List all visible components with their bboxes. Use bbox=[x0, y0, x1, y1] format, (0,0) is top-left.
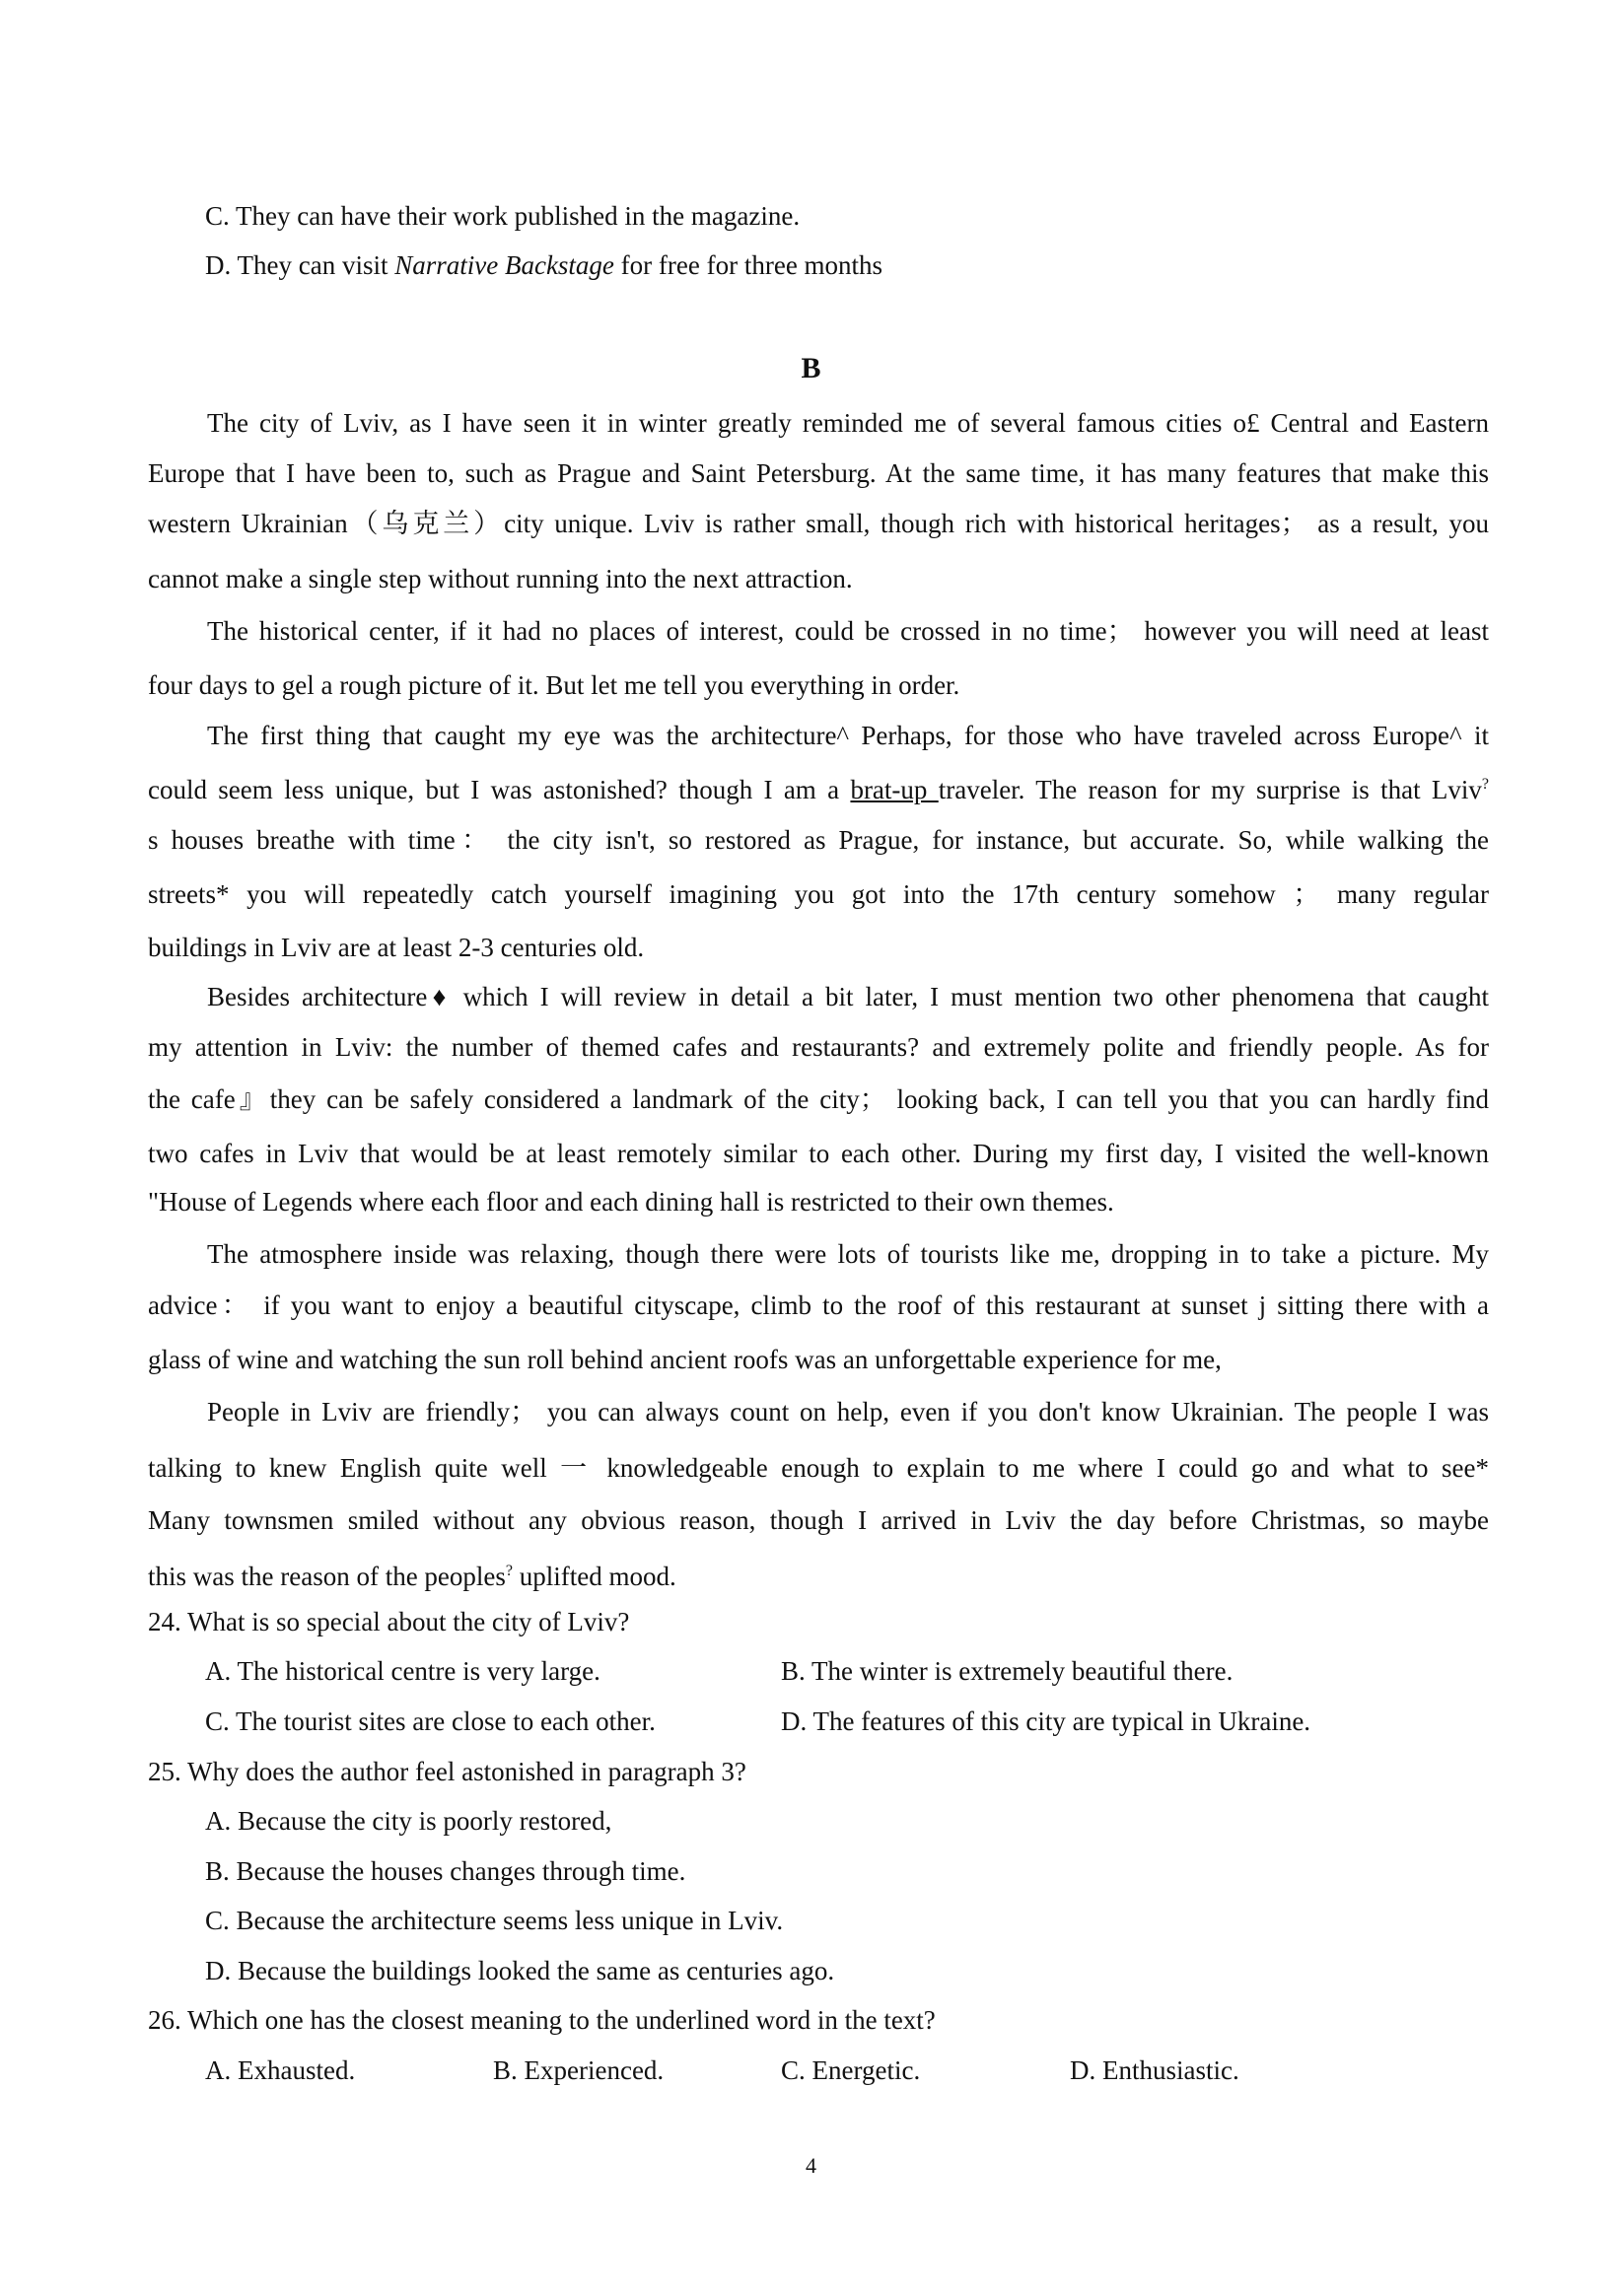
option-d-prev bbox=[205, 248, 882, 282]
passage-line: People in Lviv are friendly； you can always count on help, even if you don't know Ukrainian. The people I was bbox=[207, 1397, 1489, 1426]
answer-option: D. Enthusiastic. bbox=[1070, 2055, 1239, 2085]
answer-option: C. The tourist sites are close to each other. bbox=[205, 1706, 656, 1736]
passage-line: my attention in Lviv: the number of themed cafes and restaurants? and extremely polite and friendly people. As for bbox=[148, 1032, 1489, 1062]
question-stem: 26. Which one has the closest meaning to the underlined word in the text? bbox=[148, 2005, 936, 2035]
answer-option: A. Because the city is poorly restored, bbox=[205, 1806, 612, 1836]
option-d-prefix: D. They can visit bbox=[205, 250, 395, 280]
passage-text: this was the reason of the peoples bbox=[148, 1562, 506, 1591]
question-stem: 24. What is so special about the city of Lviv? bbox=[148, 1607, 630, 1636]
passage-line: advice： if you want to enjoy a beautiful cityscape, climb to the roof of this restaurant at sunset j sitting there with a bbox=[148, 1290, 1489, 1320]
passage-line: two cafes in Lviv that would be at least remotely similar to each other. During my first day, I visited the well-known bbox=[148, 1139, 1489, 1168]
passage-line: glass of wine and watching the sun roll behind ancient roofs was an unforgettable experience for me, bbox=[148, 1345, 1222, 1374]
passage-line bbox=[148, 768, 1489, 806]
passage-text: uplifted mood. bbox=[513, 1562, 676, 1591]
passage-line: The first thing that caught my eye was the architecture^ Perhaps, for those who have traveled across Europe^ it bbox=[207, 721, 1489, 750]
page-number: 4 bbox=[806, 2153, 816, 2178]
passage-line: western Ukrainian（乌克兰）city unique. Lviv is rather small, though rich with historical heritages； as a result, you bbox=[148, 509, 1489, 538]
passage-line: "House of Legends where each floor and each dining hall is restricted to their own themes. bbox=[148, 1187, 1114, 1217]
answer-option: D. Because the buildings looked the same as centuries ago. bbox=[205, 1956, 835, 1985]
answer-option: B. The winter is extremely beautiful there. bbox=[781, 1656, 1234, 1686]
passage-line: Europe that I have been to, such as Prague and Saint Petersburg. At the same time, it has many features that make this bbox=[148, 458, 1489, 488]
option-c-prev: C. They can have their work published in the magazine. bbox=[205, 201, 801, 231]
answer-option: C. Energetic. bbox=[781, 2055, 921, 2085]
passage-line: four days to gel a rough picture of it. But let me tell you everything in order. bbox=[148, 670, 960, 700]
passage-line: the cafe』they can be safely considered a landmark of the city； looking back, I can tell you that you can hardly find bbox=[148, 1084, 1489, 1114]
passage-text: could seem less unique, but I was astonished? though I am a bbox=[148, 775, 851, 804]
superscript-mark: ? bbox=[505, 1563, 514, 1579]
passage-line: The city of Lviv, as I have seen it in winter greatly reminded me of several famous cities o£ Central and Eastern bbox=[207, 408, 1489, 438]
superscript-mark: ? bbox=[1481, 776, 1489, 793]
passage-line: talking to knew English quite well 一 knowledgeable enough to explain to me where I could go and what to see* bbox=[148, 1453, 1489, 1483]
passage-line: cannot make a single step without running into the next attraction. bbox=[148, 564, 853, 593]
passage-text: traveler. The reason for my surprise is that Lviv bbox=[938, 775, 1482, 804]
passage-line: The historical center, if it had no places of interest, could be crossed in no time； however you will need at least bbox=[207, 616, 1489, 646]
passage-line: The atmosphere inside was relaxing, though there were lots of tourists like me, dropping in to take a picture. My bbox=[207, 1239, 1489, 1269]
option-d-suffix: for free for three months bbox=[613, 250, 883, 280]
answer-option: D. The features of this city are typical in Ukraine. bbox=[781, 1706, 1311, 1736]
passage-line: buildings in Lviv are at least 2-3 centuries old. bbox=[148, 933, 645, 962]
answer-option: A. The historical centre is very large. bbox=[205, 1656, 600, 1686]
section-heading: B bbox=[801, 352, 821, 384]
magazine-title: Narrative Backstage bbox=[394, 250, 614, 280]
passage-line: Besides architecture♦ which I will review in detail a bit later, I must mention two other phenomena that caught bbox=[207, 982, 1489, 1011]
answer-option: A. Exhausted. bbox=[205, 2055, 356, 2085]
passage-line bbox=[148, 1555, 676, 1593]
answer-option: B. Experienced. bbox=[493, 2055, 665, 2085]
underlined-word: brat-up bbox=[850, 775, 939, 804]
passage-line: s houses breathe with time： the city isn't, so restored as Prague, for instance, but accurate. So, while walking the bbox=[148, 825, 1489, 855]
passage-line: Many townsmen smiled without any obvious reason, though I arrived in Lviv the day before Christmas, so maybe bbox=[148, 1505, 1489, 1535]
passage-line: streets* you will repeatedly catch yourself imagining you got into the 17th century somehow ； many regular bbox=[148, 879, 1489, 909]
answer-option: B. Because the houses changes through time. bbox=[205, 1856, 686, 1886]
answer-option: C. Because the architecture seems less unique in Lviv. bbox=[205, 1906, 784, 1935]
question-stem: 25. Why does the author feel astonished in paragraph 3? bbox=[148, 1757, 746, 1786]
